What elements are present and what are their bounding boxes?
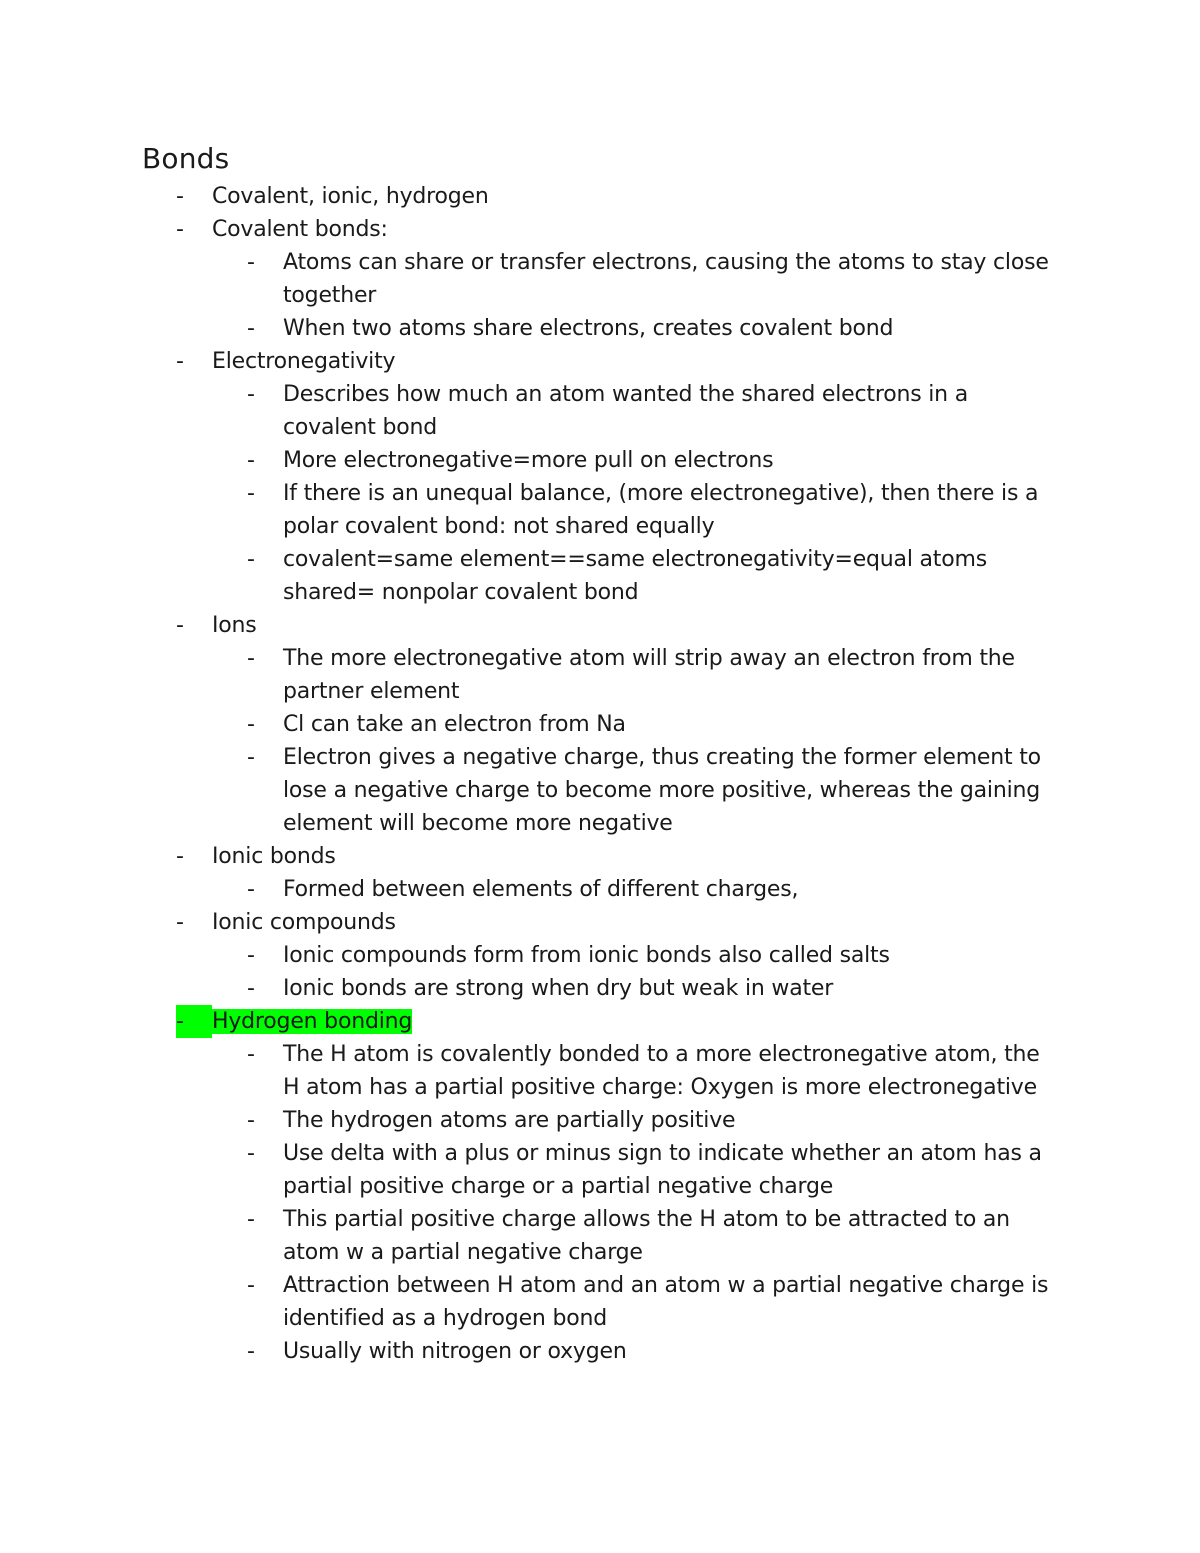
sub-list-item [0,444,1058,477]
list-item [0,180,1072,213]
sub-list-item [0,939,1058,972]
item-text: When two atoms share electrons, creates covalent bond [283,316,894,341]
sub-list-item [0,1104,1058,1137]
sub-list-item [0,477,1058,543]
sub-list-item [0,741,1058,840]
sub-list-item [0,972,1058,1005]
list-item [0,840,1072,873]
sub-list-item [0,708,1058,741]
item-text: Usually with nitrogen or oxygen [283,1339,627,1364]
sub-list-item [0,1203,1058,1269]
page-title: Bonds [142,142,230,175]
bullet-dash: - [176,844,184,869]
item-text: Attraction between H atom and an atom w a partial negative charge is identified as a hydrogen bond [283,1273,1049,1331]
item-text: Formed between elements of different charges, [283,877,799,902]
bullet-dash: - [247,316,255,341]
item-text: Describes how much an atom wanted the shared electrons in a covalent bond [283,382,968,440]
bullet-dash: - [247,877,255,902]
item-text: Cl can take an electron from Na [283,712,626,737]
notes-outline [0,180,1200,1368]
sub-list-item [0,642,1058,708]
bullet-dash: - [247,448,255,473]
item-text: covalent=same element==same electronegativity=equal atoms shared= nonpolar covalent bond [283,547,987,605]
bullet-dash: - [247,943,255,968]
sub-list-item [0,873,1058,906]
item-text: Electron gives a negative charge, thus creating the former element to lose a negative charge to become more positive, whereas the gaining element will become more negative [283,745,1041,836]
item-text: The H atom is covalently bonded to a more electronegative atom, the H atom has a partial positive charge: Oxygen is more electronegative [283,1042,1040,1100]
sub-list-item [0,378,1058,444]
item-text: Ionic bonds [212,844,336,869]
item-text: If there is an unequal balance, (more electronegative), then there is a polar covalent bond: not shared equally [283,481,1039,539]
item-text: The hydrogen atoms are partially positive [283,1108,736,1133]
bullet-dash: - [247,1207,255,1232]
sub-list-item [0,246,1058,312]
bullet-dash: - [247,250,255,275]
bullet-dash: - [247,1339,255,1364]
bullet-dash: - [247,547,255,572]
list-item [0,609,1072,642]
bullet-dash: - [247,1108,255,1133]
item-text: Use delta with a plus or minus sign to indicate whether an atom has a partial positive charge or a partial negative charge [283,1141,1042,1199]
bullet-dash: - [176,1005,212,1038]
bullet-dash: - [247,712,255,737]
bullet-dash: - [176,217,184,242]
bullet-dash: - [247,976,255,1001]
list-item [0,1005,1072,1038]
sub-list-item [0,1038,1058,1104]
bullet-dash: - [247,1141,255,1166]
sub-list-item [0,543,1058,609]
bullet-dash: - [176,910,184,935]
bullet-dash: - [247,481,255,506]
bullet-dash: - [176,613,184,638]
sub-list-item [0,1269,1058,1335]
item-text: The more electronegative atom will strip away an electron from the partner element [283,646,1015,704]
bullet-dash: - [247,646,255,671]
bullet-dash: - [247,1273,255,1298]
item-text: More electronegative=more pull on electrons [283,448,774,473]
item-text: Electronegativity [212,349,396,374]
list-item [0,906,1072,939]
item-text: Ionic bonds are strong when dry but weak in water [283,976,834,1001]
item-text: Covalent, ionic, hydrogen [212,184,489,209]
item-text: Ionic compounds form from ionic bonds also called salts [283,943,890,968]
item-text: Covalent bonds: [212,217,388,242]
sub-list-item [0,1137,1058,1203]
item-text: Atoms can share or transfer electrons, causing the atoms to stay close together [283,250,1049,308]
bullet-dash: - [247,1042,255,1067]
bullet-dash: - [247,382,255,407]
item-text: Ionic compounds [212,910,396,935]
bullet-dash: - [176,349,184,374]
highlighted-item-text: Hydrogen bonding [212,1009,413,1034]
list-item [0,213,1072,246]
bullet-dash: - [176,184,184,209]
item-text: This partial positive charge allows the H atom to be attracted to an atom w a partial negative charge [283,1207,1010,1265]
sub-list-item [0,1335,1058,1368]
sub-list-item [0,312,1058,345]
list-item [0,345,1072,378]
bullet-dash: - [247,745,255,770]
item-text: Ions [212,613,257,638]
